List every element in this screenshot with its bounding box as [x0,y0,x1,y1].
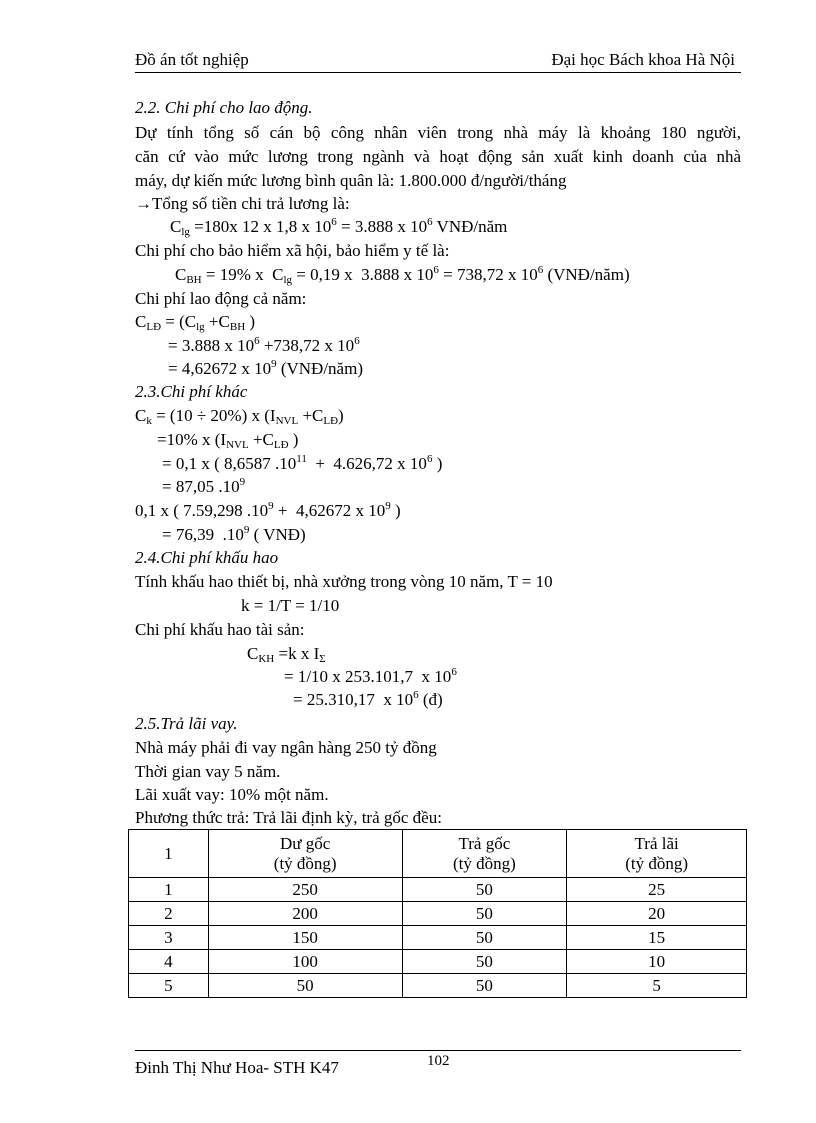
formula-ck-2: =10% x ($I_{NVL} +C_{LĐ}$ ) [157,430,299,451]
table-cell: 1 [129,878,209,902]
table-row [129,926,747,950]
table-row [129,950,747,974]
paragraph-line: Thời gian vay 5 năm. [135,762,281,781]
footer-author: Đinh Thị Như Hoa- STH K47 [135,1058,339,1077]
table-cell: 25 [567,878,747,902]
page-number: 102 [427,1053,450,1069]
table-header-cell: 1 [129,830,209,878]
formula-ck-3: = 0,1 x ( 8,6587 $.10^{11} + 4.626,72$ x $10^6$ ) [162,453,443,473]
formula-cbh: $C_{BH} = 19\%$ x $C_{lg} = 0,19$ x 3.888 x $10^6 = 738,72$ x $10^6$ (VNĐ/năm) [175,264,630,286]
paragraph-line: máy, dự kiến mức lương bình quân là: 1.800.000 đ/người/tháng [135,171,567,190]
table-row [129,878,747,902]
formula-ck-5: 0,1 x ( 7.59,298 $.10^9 + 4,62672$ x $10^9$ ) [135,500,401,520]
table-header-cell: Trả gốc (tỷ đồng) [402,830,567,878]
table-header-cell: Trả lãi (tỷ đồng) [567,830,747,878]
section-2-5-title: 2.5.Trả lãi vay. [135,714,238,733]
paragraph-line: Nhà máy phải đi vay ngân hàng 250 tỷ đồng [135,738,437,757]
section-2-4-title: 2.4.Chi phí khấu hao [135,548,279,567]
table-header-cell: Dư gốc (tỷ đồng) [208,830,402,878]
paragraph-line: Phương thức trả: Trả lãi định kỳ, trả gốc đều: [135,808,442,827]
table-cell: 100 [208,950,402,974]
paragraph-line: Lãi xuất vay: 10% một năm. [135,785,329,804]
paragraph-line: Chi phí cho bảo hiểm xã hội, bảo hiểm y tế là: [135,241,450,260]
formula-cld-2: = 3.888 x $10^6 +738,72$ x $10^6$ [168,335,360,355]
page-footer [135,1050,741,1077]
header-left: Đồ án tốt nghiệp [135,50,249,69]
formula-ckh: $C_{KH} =k$ x $I_\Sigma$ [247,644,326,665]
formula-cld: $C_{LĐ} = (C_{lg} +C_{BH}$ ) [135,312,256,333]
table-cell: 50 [208,974,402,998]
table-row [129,974,747,998]
section-2-3-title: 2.3.Chi phí khác [135,382,248,401]
table-cell: 5 [567,974,747,998]
table-cell: 3 [129,926,209,950]
loan-repayment-table [128,829,747,998]
paragraph-line: Tính khấu hao thiết bị, nhà xưởng trong vòng 10 năm, T = 10 [135,572,553,591]
section-2-2-title: 2.2. Chi phí cho lao động. [135,98,313,117]
header-right: Đại học Bách khoa Hà Nội [551,50,735,69]
paragraph-line: Dự tính tổng số cán bộ công nhân viên trong nhà máy là khoảng 180 người, [135,123,741,142]
table-cell: 50 [402,974,567,998]
table-cell: 200 [208,902,402,926]
table-cell: 5 [129,974,209,998]
table-cell: 2 [129,902,209,926]
table-cell: 20 [567,902,747,926]
paragraph-line: Chi phí khấu hao tài sản: [135,620,305,639]
table-cell: 50 [402,878,567,902]
table-cell: 50 [402,902,567,926]
table-cell: 150 [208,926,402,950]
table-cell: 250 [208,878,402,902]
table-header-row [129,830,747,878]
table-row [129,902,747,926]
formula-k: k = 1/T = 1/10 [241,596,340,615]
table-cell: 10 [567,950,747,974]
formula-ckh-3: = 25.310,17 x $10^6$ (đ) [293,689,443,709]
page-header [135,50,741,73]
table-cell: 50 [402,926,567,950]
table-cell: 50 [402,950,567,974]
formula-ck-4: = 87,05 $.10^9$ [162,476,246,496]
formula-ck-6: = 76,39 $.10^9$ ( VNĐ) [162,524,306,544]
formula-ck: $C_k = (10 \div 20\%)$ x $(I_{NVL} +C_{LĐ})$ [135,406,344,427]
table-cell: 15 [567,926,747,950]
paragraph-line: →Tổng số tiền chi trả lương là: [135,194,350,213]
paragraph-line: căn cứ vào mức lương trong ngành và hoạt động sản xuất kinh doanh của nhà [135,147,741,166]
formula-cld-3: = 4,62672 x $10^9$ (VNĐ/năm) [168,358,363,378]
table-cell: 4 [129,950,209,974]
formula-ckh-2: = 1/10 x 253.101,7 x $10^6$ [284,666,457,686]
formula-clg: $C_{lg} =180x$ 12 x 1,8 x $10^6 = 3.888$ x $10^6$ VNĐ/năm [170,216,508,238]
paragraph-line: Chi phí lao động cả năm: [135,289,307,308]
